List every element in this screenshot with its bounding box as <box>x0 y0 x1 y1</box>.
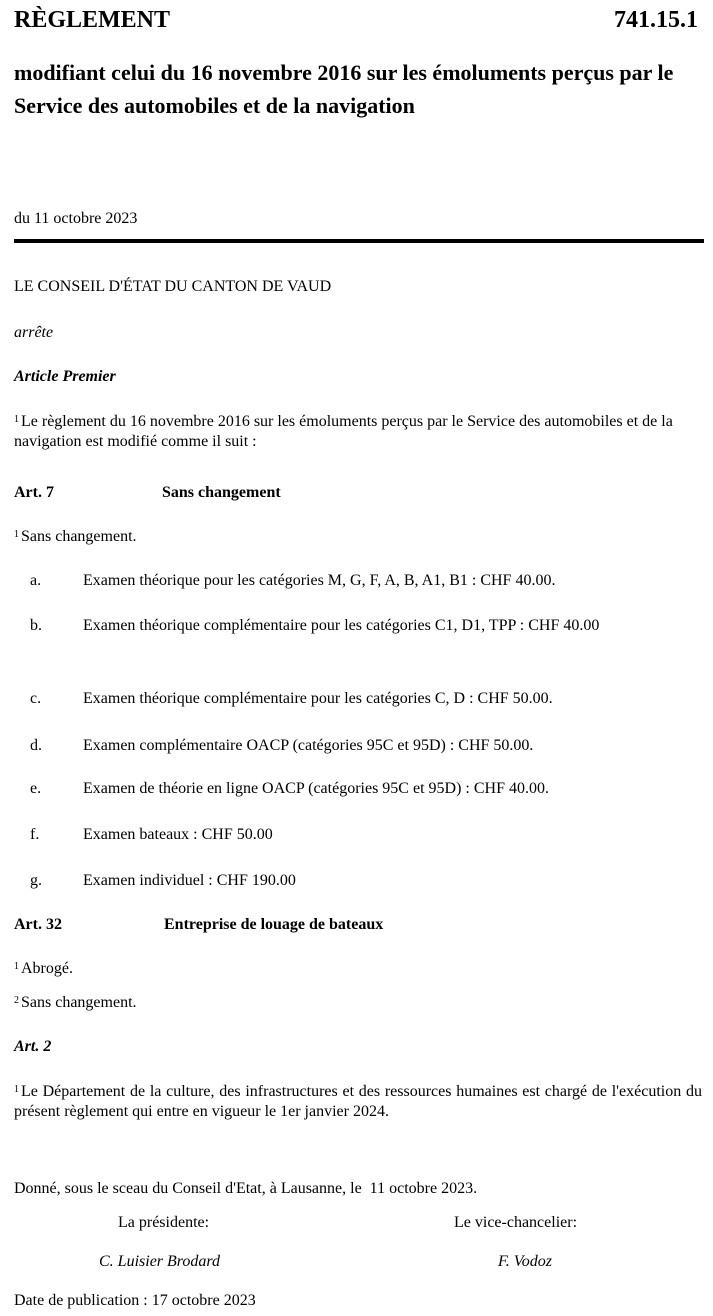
document-subtitle: modifiant celui du 16 novembre 2016 sur les émoluments perçus par le Service des automobiles et de la navigation <box>14 60 674 118</box>
right-signatory-name: F. Vodoz <box>498 1253 552 1270</box>
paragraph-text: Sans changement. <box>21 994 137 1011</box>
right-signatory-role: Le vice-chancelier: <box>454 1214 578 1231</box>
art2-paragraph <box>14 1082 702 1122</box>
list-item-text: Examen théorique pour les catégories M, G, F, A, B, A1, B1 : CHF 40.00. <box>83 572 556 589</box>
art32-paragraph-1 <box>14 959 73 979</box>
paragraph-number: 1 <box>14 1084 19 1095</box>
list-item-letter: a. <box>30 572 42 589</box>
list-item-text: Examen théorique complémentaire pour les catégories C1, D1, TPP : CHF 40.00 <box>83 617 600 634</box>
list-item-letter: d. <box>30 737 42 754</box>
paragraph-text: Le Département de la culture, des infrastructures et des ressources humaines est chargé de l'exécution du présent règlement qui entre en vigueur le 1er janvier 2024. <box>14 1083 702 1120</box>
list-item-letter: c. <box>30 690 42 707</box>
art32-title: Entreprise de louage de bateaux <box>164 916 384 933</box>
list-item-text: Examen complémentaire OACP (catégories 95C et 95D) : CHF 50.00. <box>83 737 534 754</box>
paragraph-number: 1 <box>14 529 19 540</box>
publication-date: Date de publication : 17 octobre 2023 <box>14 1292 256 1309</box>
list-item-letter: b. <box>30 617 42 634</box>
left-signatory-name: C. Luisier Brodard <box>99 1253 221 1270</box>
decrees-word: arrête <box>14 324 54 341</box>
document-date: du 11 octobre 2023 <box>14 210 138 227</box>
paragraph-number: 1 <box>14 961 19 972</box>
article-premier-paragraph <box>14 412 704 452</box>
art32-paragraph-2 <box>14 993 137 1013</box>
given-statement: Donné, sous le sceau du Conseil d'Etat, à Lausanne, le 11 octobre 2023. <box>14 1180 478 1197</box>
list-item-text: Examen bateaux : CHF 50.00 <box>83 826 273 843</box>
authority: LE CONSEIL D'ÉTAT DU CANTON DE VAUD <box>14 278 332 295</box>
paragraph-text: Abrogé. <box>21 960 73 977</box>
art2-heading: Art. 2 <box>14 1038 52 1055</box>
paragraph-text: Le règlement du 16 novembre 2016 sur les émoluments perçus par le Service des automobiles et de la navigation est modifié comme il suit : <box>14 413 673 450</box>
paragraph-number: 2 <box>14 995 19 1006</box>
art32-number: Art. 32 <box>14 916 62 933</box>
art7-paragraph <box>14 527 137 547</box>
list-item-letter: g. <box>30 872 42 889</box>
list-item-text: Examen individuel : CHF 190.00 <box>83 872 296 889</box>
paragraph-text: Sans changement. <box>21 528 137 545</box>
article-premier-heading: Article Premier <box>14 368 116 385</box>
paragraph-number: 1 <box>14 414 19 425</box>
document-type: RÈGLEMENT <box>14 7 171 33</box>
art7-number: Art. 7 <box>14 484 54 501</box>
document-number: 741.15.1 <box>614 7 698 33</box>
list-item-letter: f. <box>30 826 40 843</box>
left-signatory-role: La présidente: <box>118 1214 210 1231</box>
list-item-text: Examen théorique complémentaire pour les catégories C, D : CHF 50.00. <box>83 690 553 707</box>
art7-title: Sans changement <box>162 484 281 501</box>
header-divider <box>14 239 704 243</box>
list-item-letter: e. <box>30 780 42 797</box>
list-item-text: Examen de théorie en ligne OACP (catégories 95C et 95D) : CHF 40.00. <box>83 780 549 797</box>
